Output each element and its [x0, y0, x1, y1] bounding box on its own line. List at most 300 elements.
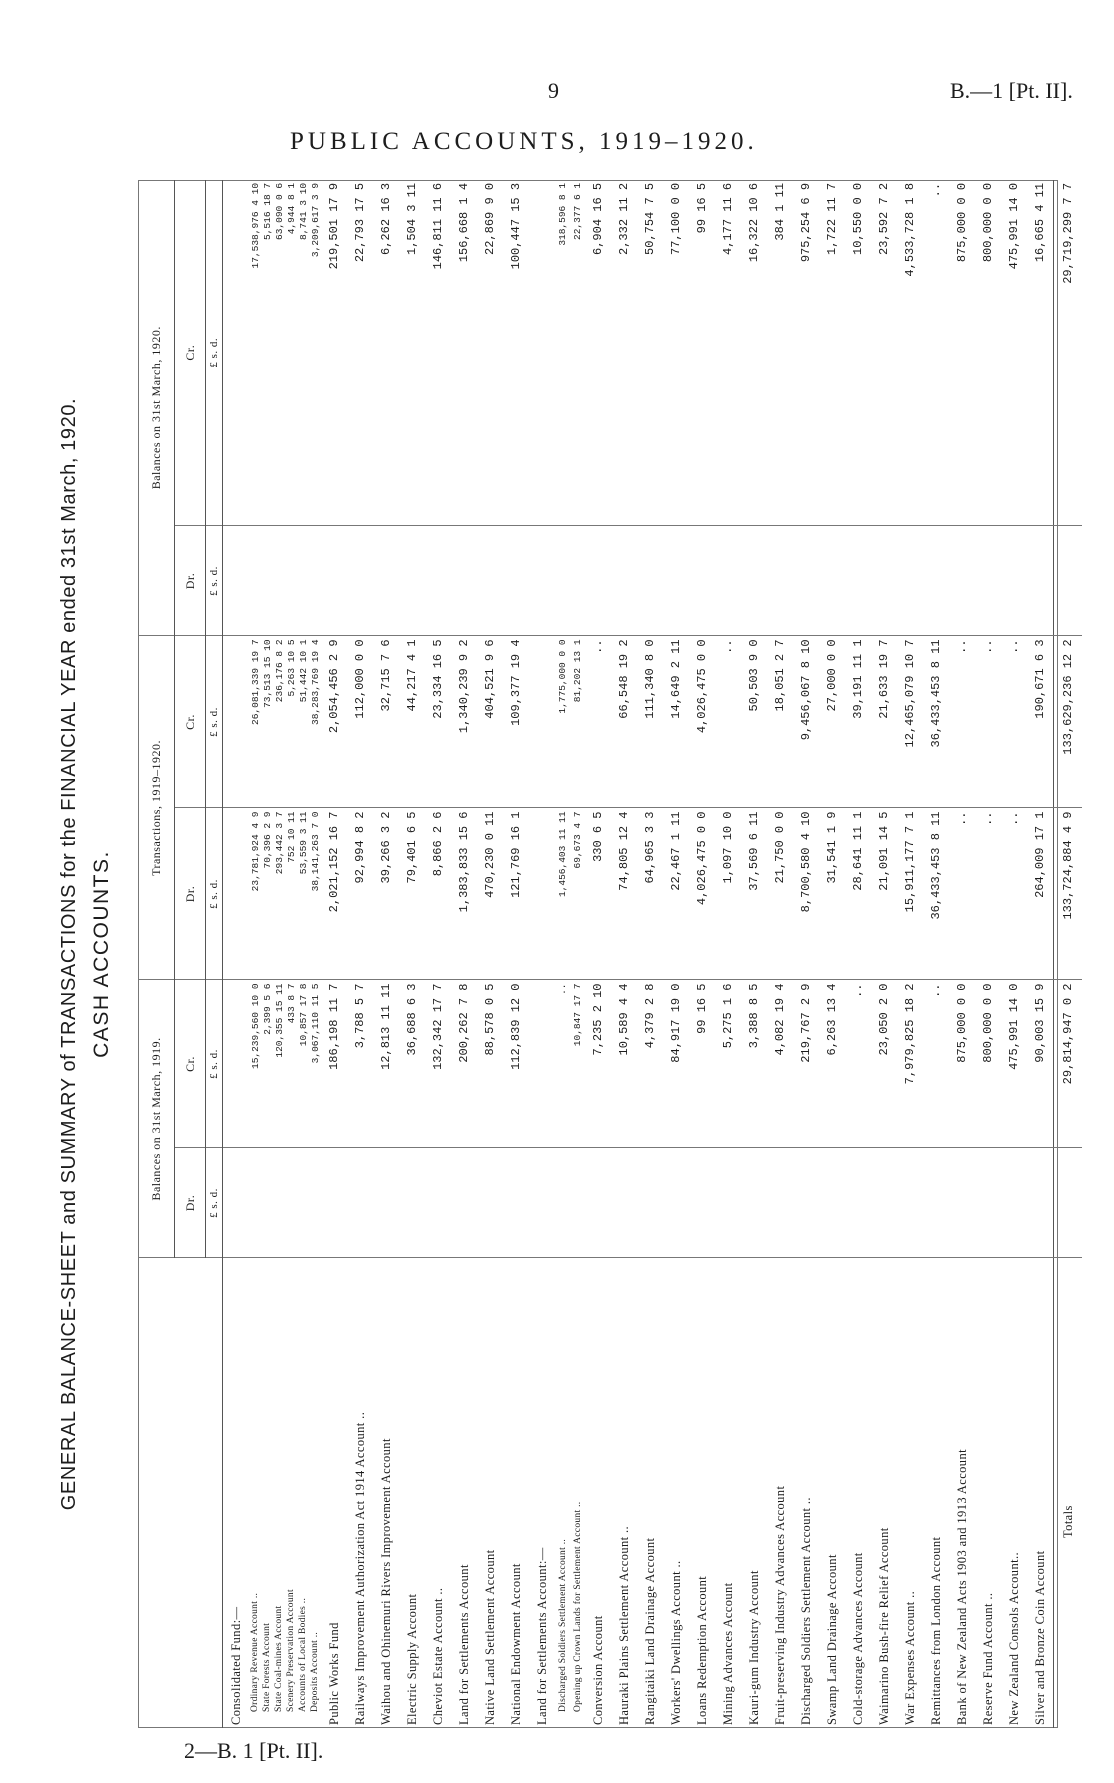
header-cr-1919: Cr.: [175, 980, 206, 1148]
account-name: National Endowment Account: [508, 1563, 523, 1725]
amount-cell: [249, 1148, 261, 1258]
amount-cell: 36,688 6 3: [399, 980, 425, 1148]
amount-cell: [273, 526, 285, 636]
amount-cell: [529, 980, 555, 1148]
footer-signature: 2—B. 1 [Pt. II].: [184, 1738, 324, 1763]
amount-cell: [1027, 1148, 1054, 1258]
table-row: [285, 180, 297, 1728]
amount-cell: ..: [949, 636, 975, 808]
amount-cell: [819, 1148, 845, 1258]
table-row: [273, 180, 285, 1728]
table-row: [529, 180, 555, 1728]
amount-cell: 16,665 4 11: [1027, 180, 1054, 526]
account-name: Waihou and Ohinemuri Rivers Improvement Account: [378, 1438, 393, 1725]
amount-cell: [347, 526, 373, 636]
amount-cell: 384 1 11: [767, 180, 793, 526]
page-title: PUBLIC ACCOUNTS, 1919–1920.: [290, 128, 758, 155]
amount-cell: [793, 526, 819, 636]
table-row: [373, 180, 399, 1728]
amount-cell: 1,504 3 11: [399, 180, 425, 526]
account-name: Cheviot Estate Account ..: [430, 1587, 445, 1725]
amount-cell: 66,548 19 2: [611, 636, 637, 808]
units-cr-1920: £ s. d.: [206, 180, 223, 526]
table-row: [949, 180, 975, 1728]
amount-cell: 3,209,617 3 9: [309, 180, 321, 526]
amount-cell: [297, 526, 309, 636]
account-name: Mining Advances Account: [720, 1582, 735, 1725]
amount-cell: [570, 526, 585, 636]
account-name: Cold-storage Advances Account: [850, 1552, 865, 1725]
totals-row: [1054, 180, 1083, 1728]
amount-cell: 6,263 13 4: [819, 980, 845, 1148]
amount-cell: 132,342 17 7: [425, 980, 451, 1148]
amount-cell: 99 16 5: [689, 980, 715, 1148]
amount-cell: 330 6 5: [585, 808, 611, 980]
amount-cell: 70,396 2 9: [261, 808, 273, 980]
amount-cell: [223, 808, 250, 980]
units-cr-transactions: £ s. d.: [206, 636, 223, 808]
amount-cell: 22,377 6 1: [570, 180, 585, 526]
amount-cell: 470,230 0 11: [477, 808, 503, 980]
amount-cell: [555, 1148, 570, 1258]
amount-cell: 10,550 0 0: [845, 180, 871, 526]
totals-label: Totals: [1054, 1258, 1083, 1728]
amount-cell: ..: [585, 636, 611, 808]
amount-cell: 53,559 3 11: [297, 808, 309, 980]
amount-cell: [767, 526, 793, 636]
table-row: [793, 180, 819, 1728]
amount-cell: 5,275 1 6: [715, 980, 741, 1148]
amount-cell: 318,596 8 1: [555, 180, 570, 526]
header-dr-1920: Dr.: [175, 526, 206, 636]
units-dr-1919: £ s. d.: [206, 1148, 223, 1258]
amount-cell: [477, 526, 503, 636]
amount-cell: [223, 636, 250, 808]
amount-cell: 752 10 11: [285, 808, 297, 980]
amount-cell: [273, 1148, 285, 1258]
amount-cell: 37,569 6 11: [741, 808, 767, 980]
header-cr-1920: Cr.: [175, 180, 206, 526]
amount-cell: 23,592 7 2: [871, 180, 897, 526]
header-transactions: Transactions, 1919–1920.: [138, 636, 175, 980]
amount-cell: 44,217 4 1: [399, 636, 425, 808]
amount-cell: [975, 526, 1001, 636]
account-name: State Forests Account: [262, 1622, 272, 1712]
amount-cell: 15,239,560 10 0: [249, 980, 261, 1148]
amount-cell: [249, 526, 261, 636]
amount-cell: [845, 526, 871, 636]
amount-cell: 109,377 19 4: [503, 636, 529, 808]
table-row: [715, 180, 741, 1728]
account-name: Scenery Preservation Account: [286, 1589, 296, 1712]
table-row: [741, 180, 767, 1728]
amount-cell: 12,813 11 11: [373, 980, 399, 1148]
amount-cell: 22,467 1 11: [663, 808, 689, 980]
amount-cell: 975,254 6 9: [793, 180, 819, 526]
account-name: Silver and Bronze Coin Account: [1032, 1550, 1047, 1725]
table-row: [477, 180, 503, 1728]
amount-cell: [611, 1148, 637, 1258]
amount-cell: 1,775,000 0 0: [555, 636, 570, 808]
account-name: Land for Settlements Account: [456, 1564, 471, 1725]
table-row: [321, 180, 347, 1728]
amount-cell: 293,442 3 7: [273, 808, 285, 980]
table-row: [261, 180, 273, 1728]
amount-cell: 100,447 15 3: [503, 180, 529, 526]
amount-cell: 475,991 14 0: [1001, 180, 1027, 526]
amount-cell: 32,715 7 6: [373, 636, 399, 808]
amount-cell: [715, 526, 741, 636]
table-row: [1001, 180, 1027, 1728]
amount-cell: 1,456,403 11 11: [555, 808, 570, 980]
table-row: [1027, 180, 1054, 1728]
amount-cell: [503, 1148, 529, 1258]
amount-cell: 156,668 1 4: [451, 180, 477, 526]
amount-cell: [529, 1148, 555, 1258]
amount-cell: 50,503 9 0: [741, 636, 767, 808]
amount-cell: [1027, 526, 1054, 636]
amount-cell: ..: [975, 808, 1001, 980]
amount-cell: ..: [923, 180, 949, 526]
amount-cell: 23,781,924 4 9: [249, 808, 261, 980]
amount-cell: [285, 526, 297, 636]
amount-cell: [637, 1148, 663, 1258]
header-cr-transactions: Cr.: [175, 636, 206, 808]
amount-cell: [923, 526, 949, 636]
account-name: Kauri-gum Industry Account: [746, 1570, 761, 1725]
amount-cell: [555, 526, 570, 636]
amount-cell: [223, 980, 250, 1148]
amount-cell: 26,081,339 19 7: [249, 636, 261, 808]
amount-cell: 39,191 11 1: [845, 636, 871, 808]
table-row: [347, 180, 373, 1728]
amount-cell: 73,513 15 10: [261, 636, 273, 808]
amount-cell: 4,082 19 4: [767, 980, 793, 1148]
account-name: Electric Supply Account: [404, 1593, 419, 1725]
account-column-header: [138, 1258, 223, 1728]
amount-cell: 17,538,976 4 10: [249, 180, 261, 526]
amount-cell: 81,202 13 1: [570, 636, 585, 808]
amount-cell: 4,177 11 6: [715, 180, 741, 526]
account-name: Consolidated Fund:—: [228, 1606, 243, 1725]
account-name: Conversion Account: [590, 1615, 605, 1725]
table-row: [975, 180, 1001, 1728]
amount-cell: [715, 1148, 741, 1258]
amount-cell: 236,176 8 2: [273, 636, 285, 808]
amount-cell: 22,793 17 5: [347, 180, 373, 526]
amount-cell: 50,754 7 5: [637, 180, 663, 526]
units-dr-1920: £ s. d.: [206, 526, 223, 636]
amount-cell: [923, 1148, 949, 1258]
amount-cell: 38,141,263 7 0: [309, 808, 321, 980]
amount-cell: 4,379 2 8: [637, 980, 663, 1148]
amount-cell: ..: [1001, 808, 1027, 980]
amount-cell: [399, 526, 425, 636]
amount-cell: 21,750 0 0: [767, 808, 793, 980]
amount-cell: 6,904 16 5: [585, 180, 611, 526]
account-name: War Expenses Account ..: [902, 1590, 917, 1725]
amount-cell: 18,051 2 7: [767, 636, 793, 808]
amount-cell: 4,026,475 0 0: [689, 636, 715, 808]
account-name: Ordinary Revenue Account ..: [250, 1592, 260, 1712]
amount-cell: 14,649 2 11: [663, 636, 689, 808]
header-dr-1919: Dr.: [175, 1148, 206, 1258]
account-name: Bank of New Zealand Acts 1903 and 1913 Account: [954, 1449, 969, 1725]
account-name: Rangitaiki Land Drainage Account: [642, 1537, 657, 1725]
amount-cell: [819, 526, 845, 636]
amount-cell: 219,767 2 9: [793, 980, 819, 1148]
table-row: [637, 180, 663, 1728]
account-name: Native Land Settlement Account: [482, 1549, 497, 1725]
table-row: [585, 180, 611, 1728]
amount-cell: [871, 526, 897, 636]
amount-cell: [1001, 1148, 1027, 1258]
account-name: Hauraki Plains Settlement Account ..: [616, 1525, 631, 1725]
table-row: [223, 180, 250, 1728]
amount-cell: 186,198 11 7: [321, 980, 347, 1148]
amount-cell: [689, 526, 715, 636]
sheet-title: GENERAL BALANCE-SHEET and SUMMARY of TRANSACTIONS for the FINANCIAL YEAR ended 31st March, 1920.: [58, 397, 80, 1511]
amount-cell: 1,097 10 0: [715, 808, 741, 980]
amount-cell: [663, 526, 689, 636]
amount-cell: [425, 1148, 451, 1258]
amount-cell: 146,811 11 6: [425, 180, 451, 526]
amount-cell: 4,944 8 1: [285, 180, 297, 526]
balance-sheet: [40, 180, 1075, 1728]
amount-cell: [585, 526, 611, 636]
amount-cell: [297, 1148, 309, 1258]
amount-cell: [261, 526, 273, 636]
account-name: Remittances from London Account: [928, 1536, 943, 1725]
amount-cell: 36,433,453 8 11: [923, 808, 949, 980]
amount-cell: 2,021,152 16 7: [321, 808, 347, 980]
amount-cell: 8,741 3 10: [297, 180, 309, 526]
amount-cell: 10,589 4 4: [611, 980, 637, 1148]
amount-cell: 120,355 15 11: [273, 980, 285, 1148]
amount-cell: [767, 1148, 793, 1258]
amount-cell: 64,965 3 3: [637, 808, 663, 980]
amount-cell: [689, 1148, 715, 1258]
table-row: [309, 180, 321, 1728]
account-name: Swamp Land Drainage Account: [824, 1554, 839, 1725]
amount-cell: [1054, 526, 1083, 636]
amount-cell: 28,641 11 1: [845, 808, 871, 980]
amount-cell: 2,054,456 2 9: [321, 636, 347, 808]
amount-cell: [529, 636, 555, 808]
amount-cell: [845, 1148, 871, 1258]
amount-cell: 6,262 16 3: [373, 180, 399, 526]
account-name: Discharged Soldiers Settlement Account ..: [798, 1497, 813, 1725]
units-cr-1919: £ s. d.: [206, 980, 223, 1148]
amount-cell: [949, 1148, 975, 1258]
amount-cell: 8,700,580 4 10: [793, 808, 819, 980]
amount-cell: 16,322 10 6: [741, 180, 767, 526]
amount-cell: 4,533,728 1 8: [897, 180, 923, 526]
amount-cell: 21,633 19 7: [871, 636, 897, 808]
amount-cell: 88,578 0 5: [477, 980, 503, 1148]
account-name: New Zealand Consols Account..: [1006, 1551, 1021, 1725]
table-row: [689, 180, 715, 1728]
table-row: [297, 180, 309, 1728]
amount-cell: [975, 1148, 1001, 1258]
amount-cell: [529, 526, 555, 636]
amount-cell: [425, 526, 451, 636]
amount-cell: 112,000 0 0: [347, 636, 373, 808]
sheet-subtitle: CASH ACCOUNTS.: [90, 850, 113, 1058]
amount-cell: [373, 526, 399, 636]
account-name: Land for Settlements Account:—: [534, 1547, 549, 1725]
amount-cell: 7,979,825 18 2: [897, 980, 923, 1148]
amount-cell: [223, 526, 250, 636]
amount-cell: [897, 526, 923, 636]
account-name: Fruit-preserving Industry Advances Account: [772, 1485, 787, 1725]
amount-cell: 112,839 12 0: [503, 980, 529, 1148]
table-row: [249, 180, 261, 1728]
header-dr-transactions: Dr.: [175, 808, 206, 980]
amount-cell: ..: [715, 636, 741, 808]
amount-cell: [373, 1148, 399, 1258]
amount-cell: [949, 526, 975, 636]
table-row: [819, 180, 845, 1728]
amount-cell: 99 16 5: [689, 180, 715, 526]
amount-cell: [321, 526, 347, 636]
table-row: [503, 180, 529, 1728]
report-reference: B.—1 [Pt. II].: [950, 78, 1073, 103]
amount-cell: [529, 808, 555, 980]
amount-cell: ..: [975, 636, 1001, 808]
amount-cell: 36,433,453 8 11: [923, 636, 949, 808]
amount-cell: 5,516 18 7: [261, 180, 273, 526]
amount-cell: 7,235 2 10: [585, 980, 611, 1148]
amount-cell: ..: [555, 980, 570, 1148]
table-row: [845, 180, 871, 1728]
table-row: [923, 180, 949, 1728]
account-name: Accounts of Local Bodies ..: [298, 1597, 308, 1712]
account-name: State Coal-mines Account: [274, 1605, 284, 1712]
amount-cell: [451, 526, 477, 636]
amount-cell: 3,788 5 7: [347, 980, 373, 1148]
amount-cell: 8,866 2 6: [425, 808, 451, 980]
amount-cell: [261, 1148, 273, 1258]
amount-cell: [1001, 526, 1027, 636]
amount-cell: 121,769 16 1: [503, 808, 529, 980]
amount-cell: 875,000 0 0: [949, 180, 975, 526]
amount-cell: 39,266 3 2: [373, 808, 399, 980]
amount-cell: 79,401 6 5: [399, 808, 425, 980]
amount-cell: [503, 526, 529, 636]
amount-cell: 875,000 0 0: [949, 980, 975, 1148]
amount-cell: [399, 1148, 425, 1258]
amount-cell: 23,050 2 0: [871, 980, 897, 1148]
account-name: Railways Improvement Authorization Act 1914 Account ..: [352, 1411, 367, 1725]
amount-cell: [793, 1148, 819, 1258]
amount-cell: 51,442 10 1: [297, 636, 309, 808]
amount-cell: 264,009 17 1: [1027, 808, 1054, 980]
amount-cell: [309, 1148, 321, 1258]
accounts-table: [138, 180, 1082, 1728]
header-balances-1919: Balances on 31st March, 1919.: [138, 980, 175, 1258]
header-balances-1920: Balances on 31st March, 1920.: [138, 180, 175, 636]
amount-cell: 21,091 14 5: [871, 808, 897, 980]
amount-cell: 433 8 7: [285, 980, 297, 1148]
amount-cell: [451, 1148, 477, 1258]
account-name: Discharged Soldiers Settlement Account ..: [557, 1538, 568, 1712]
table-row: [399, 180, 425, 1728]
amount-cell: 1,340,239 9 2: [451, 636, 477, 808]
amount-cell: [477, 1148, 503, 1258]
amount-cell: [637, 526, 663, 636]
amount-cell: [285, 1148, 297, 1258]
amount-cell: 111,340 8 0: [637, 636, 663, 808]
amount-cell: 38,283,769 19 4: [309, 636, 321, 808]
amount-cell: 219,501 17 9: [321, 180, 347, 526]
amount-cell: [223, 1148, 250, 1258]
amount-cell: 31,541 1 9: [819, 808, 845, 980]
amount-cell: [347, 1148, 373, 1258]
table-row: [611, 180, 637, 1728]
amount-cell: 77,100 0 0: [663, 180, 689, 526]
amount-cell: [663, 1148, 689, 1258]
rotated-sheet-container: [40, 180, 1075, 1728]
amount-cell: 4,026,475 0 0: [689, 808, 715, 980]
account-name: Deposits Account ..: [310, 1631, 320, 1712]
amount-cell: [1054, 1148, 1083, 1258]
amount-cell: [871, 1148, 897, 1258]
amount-cell: 23,334 16 5: [425, 636, 451, 808]
amount-cell: 90,003 15 9: [1027, 980, 1054, 1148]
accounts-rows: [223, 180, 1083, 1728]
amount-cell: 12,465,079 10 7: [897, 636, 923, 808]
amount-cell: 69,673 4 7: [570, 808, 585, 980]
account-name: Workers' Dwellings Account ..: [668, 1560, 683, 1725]
amount-cell: 10,847 17 7: [570, 980, 585, 1148]
amount-cell: ..: [845, 980, 871, 1148]
table-row: [555, 180, 570, 1728]
amount-cell: [741, 1148, 767, 1258]
amount-cell: 15,911,177 7 1: [897, 808, 923, 980]
amount-cell: 3,067,110 11 5: [309, 980, 321, 1148]
table-row: [871, 180, 897, 1728]
amount-cell: 190,671 6 3: [1027, 636, 1054, 808]
amount-cell: 5,263 10 5: [285, 636, 297, 808]
page-number: 9: [548, 78, 559, 103]
amount-cell: 22,869 9 0: [477, 180, 503, 526]
amount-cell: 133,724,884 4 9: [1054, 808, 1083, 980]
amount-cell: ..: [923, 980, 949, 1148]
amount-cell: [223, 180, 250, 526]
amount-cell: 404,521 9 6: [477, 636, 503, 808]
amount-cell: [741, 526, 767, 636]
table-row: [663, 180, 689, 1728]
amount-cell: 27,000 0 0: [819, 636, 845, 808]
amount-cell: 1,383,833 15 6: [451, 808, 477, 980]
amount-cell: 2,399 5 6: [261, 980, 273, 1148]
amount-cell: 84,917 19 0: [663, 980, 689, 1148]
amount-cell: ..: [949, 808, 975, 980]
table-row: [425, 180, 451, 1728]
account-name: Public Works Fund: [326, 1622, 341, 1725]
amount-cell: 29,814,947 0 2: [1054, 980, 1083, 1148]
amount-cell: [529, 180, 555, 526]
amount-cell: 800,000 0 0: [975, 180, 1001, 526]
account-name: Waimarino Bush-fire Relief Account: [876, 1527, 891, 1725]
amount-cell: 92,994 8 2: [347, 808, 373, 980]
amount-cell: ..: [1001, 636, 1027, 808]
amount-cell: 29,719,299 7 7: [1054, 180, 1083, 526]
amount-cell: 63,090 0 6: [273, 180, 285, 526]
amount-cell: 800,000 0 0: [975, 980, 1001, 1148]
amount-cell: 1,722 11 7: [819, 180, 845, 526]
